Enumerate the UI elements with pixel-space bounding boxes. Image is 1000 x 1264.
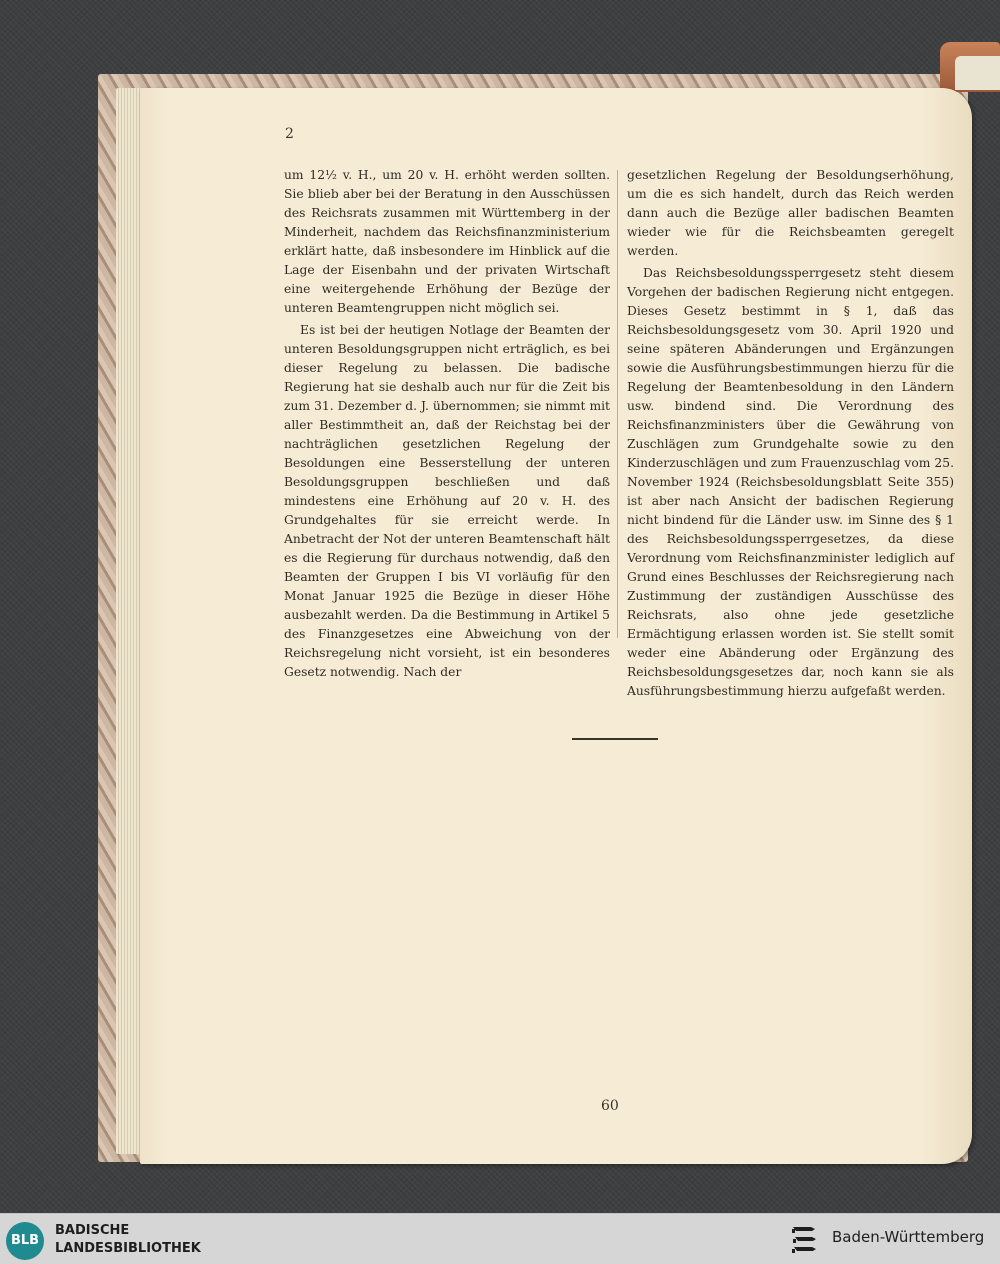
blb-name-line2: LANDESBIBLIOTHEK bbox=[55, 1241, 201, 1256]
column-divider bbox=[617, 170, 618, 638]
right-paragraph-1: gesetzlichen Regelung der Besoldungserhöhung, um die es sich handelt, durch das Reich werden dann auch die Bezüge aller badischen Beamten wieder wie für die Reichsbeamten geregelt werden. bbox=[627, 168, 954, 258]
left-text-column bbox=[284, 166, 610, 682]
footer-bar bbox=[0, 1213, 1000, 1264]
blb-logo-icon[interactable]: BLB bbox=[6, 1222, 44, 1260]
right-text-column bbox=[627, 166, 954, 701]
left-paragraph-2: Es ist bei der heutigen Notlage der Beamten der unteren Besoldungsgruppen nicht erträglich, es bei dieser Regelung zu belassen. Die badische Regierung hat sie deshalb auch nur für die Zeit bis zum 31. Dezember d. J. übernommen; sie nimmt mit aller Bestimmtheit an, daß der Reichstag bei der nachträglichen gesetzlichen Regelung der Besoldungen eine Besserstellung der unteren Besoldungsgruppen beschließen und daß mindestens eine Erhöhung auf 20 v. H. des Grundgehaltes für sie erreicht werde. In Anbetracht der Not der unteren Beamtenschaft hält es die Regierung für durchaus notwendig, daß den Beamten der Gruppen I bis VI vorläufig für den Monat Januar 1925 die Bezüge in dieser Höhe ausbezahlt werden. Da die Bestimmung in Artikel 5 des Finanzgesetzes eine Abweichung von der Reichsregelung nicht vorsieht, ist ein besonderes Gesetz notwendig. Nach der bbox=[284, 323, 610, 679]
section-end-rule bbox=[572, 738, 658, 740]
three-lions-icon[interactable] bbox=[790, 1224, 820, 1256]
blb-name-line1: BADISCHE bbox=[55, 1223, 130, 1238]
bottom-page-number: 60 bbox=[601, 1098, 619, 1114]
book-spine-page-edge bbox=[955, 56, 1000, 90]
right-paragraph-2: Das Reichsbesoldungssperrgesetz steht diesem Vorgehen der badischen Regierung nicht entgegen. Dieses Gesetz bestimmt in § 1, daß das Reichsbesoldungsgesetz vom 30. April 1920 und seine späteren Abänderungen und Ergänzungen sowie die Ausführungsbestimmungen hierzu für die Regelung der Beamtenbesoldung in den Ländern usw. bindend sind. Die Verordnung des Reichsfinanzministers über die Gewährung von Zuschlägen zum Grundgehalte sowie zu den Kinderzuschlägen und zum Frauenzuschlag vom 25. November 1924 (Reichsbesoldungsblatt Seite 355) ist aber nach Ansicht der badischen Regierung nicht bindend für die Länder usw. im Sinne des § 1 des Reichsbesoldungssperrgesetzes, da diese Verordnung vom Reichsfinanzminister lediglich auf Grund eines Beschlusses der Reichsregierung nach Zustimmung der zuständigen Ausschüsse des Reichsrats, also ohne jede gesetzliche Ermächtigung erlassen worden ist. Sie stellt somit weder eine Abänderung oder Ergänzung des Reichsbesoldungsgesetzes dar, noch kann sie als Ausführungsbestimmung hierzu aufgefaßt werden. bbox=[627, 266, 954, 698]
blb-name[interactable] bbox=[55, 1222, 201, 1258]
top-page-number: 2 bbox=[285, 126, 294, 142]
baden-wuerttemberg-label[interactable]: Baden-Württemberg bbox=[832, 1228, 985, 1246]
left-paragraph-1: um 12½ v. H., um 20 v. H. erhöht werden sollten. Sie blieb aber bei der Beratung in den Ausschüssen des Reichsrats zusammen mit Württemberg in der Minderheit, nachdem das Reichsfinanzministerium erklärt hatte, daß insbesondere im Hinblick auf die Lage der Eisenbahn und der privaten Wirtschaft eine weitergehende Erhöhung der Bezüge der unteren Beamtengruppen nicht möglich sei. bbox=[284, 168, 610, 315]
